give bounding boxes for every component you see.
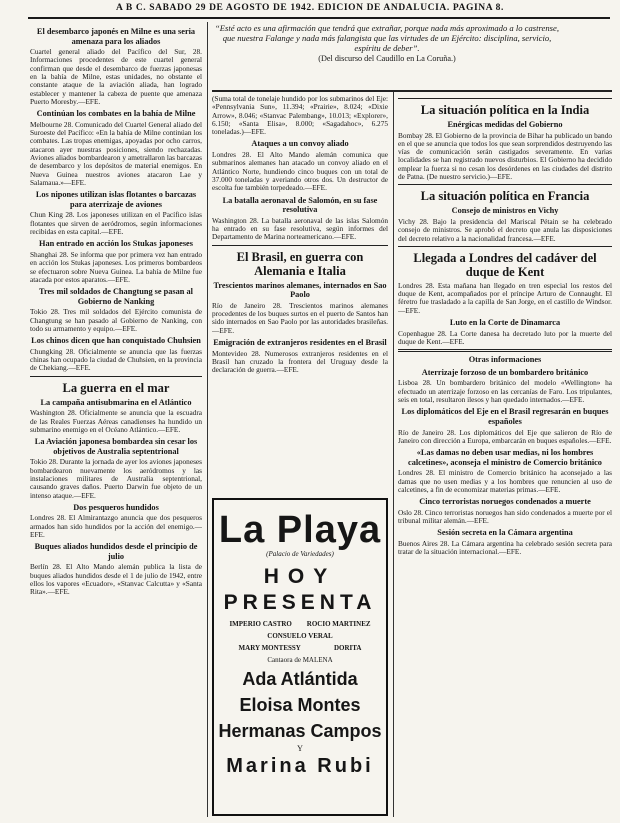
article-body: Chun King 28. Los japoneses utilizan en el Pacífico islas flotantes que sirven de aeródromos, según informaciones recibidas en esta capital.—EFE. [30,210,202,237]
article-headline: La situación política en Francia [420,189,590,204]
article-headline: El desembarco japonés en Milne es una seria amenaza para los aliados [36,27,196,46]
cast-name: DORITA [333,644,362,652]
article-body: (Suma total de tonelaje hundido por los submarinos del Eje: «Pennsylvania Sun», 11.394; «Prairie», 8.024; «Dixie Arrow», 8.046; «Stanvac Palembang», 10.013; «Explorer», 6.150; «Santa Elisa», 8.000; «Sagadahoc», 6.275 toneladas.)—EFE. [212,95,388,137]
article-body: Buenos Aires 28. La Cámara argentina ha celebrado sesión secreta para tratar de la situación internacional.—EFE. [398,538,612,557]
article-body: Lisboa 28. Un bombardero británico del modelo «Wellington» ha efectuado un aterrizaje forzoso en las cercanías de Faro. Los tripulantes, seis en total, resultaron ilesos y han quedado internados.—EFE. [398,378,612,405]
article-body: Tokio 28. Durante la jornada de ayer los aviones japoneses bombardearon nuevamente los aeródromos y las instalaciones militares de Australia septentrional, causando graves daños. Puerto Darwin fue objeto de un intenso ataque.—EFE. [30,457,202,500]
article-body: Shanghai 28. Se informa que por primera vez han entrado en acción los Stukas japoneses. Los primeros bombardeos se efectuaron sobre Nueva Guinea. La bahía de Milne fue atacada por estos aparatos.—EFE. [30,249,202,284]
article-body: Río de Janeiro 28. Los diplomáticos del Eje que salieron de Río de Janeiro con dirección a Europa, embarcarán en buques españoles.—EFE. [398,427,612,445]
la-playa-advertisement [212,498,388,816]
ad-hoy: HOY [263,565,337,588]
article-body: Río de Janeiro 28. Trescientos marinos alemanes procedentes de los buques surtos en el puerto de Santos han sido internados en Sao Paolo por las autoridades brasileñas.—EFE. [212,300,388,335]
article-headline: Llegada a Londres del cadáver del duque de Kent [413,250,597,279]
section-rule [398,184,612,185]
article-headline: Luto en la Corte de Dinamarca [449,318,561,328]
article-headline: El Brasil, en guerra con Alemania e Italia [236,249,364,278]
left-column [30,24,202,819]
article-headline: La Aviación japonesa bombardea sin cesar los objetivos de Australia septentrional [34,437,198,456]
article-headline: Los nipones utilizan islas flotantes o barcazas para aterrizaje de aviones [35,190,197,209]
quote-attribution: (Del discurso del Caudillo en La Coruña.) [318,53,456,63]
quote-rule [212,90,612,92]
article-headline: Otras informaciones [468,355,542,365]
article-headline: Cinco terroristas noruegos condenados a muerte [419,497,591,507]
section-rule [30,376,202,377]
ad-subtitle: (Palacio de Variedades) [266,550,334,558]
column-rule [207,22,208,817]
column-rule [393,92,394,817]
article-headline: La guerra en el mar [62,380,170,395]
ad-title: La Playa [218,509,382,551]
article-headline: Emigración de extranjeros residentes en el Brasil [213,338,387,348]
ad-star: Ada Atlántida [242,669,358,689]
article-body: Londres 28. El ministro de Comercio británico ha aconsejado a las damas que no usen medias y a los hombres que renuncien al uso de calcetines, a fin de economizar materias primas.—EFE. [398,468,612,494]
caudillo-quote [212,23,562,87]
ad-presenta: PRESENTA [223,591,377,614]
ad-closer: Marina Rubi [226,755,374,777]
article-headline: Enérgicas medidas del Gobierno [447,120,563,129]
article-body: Vichy 28. Bajo la presidencia del Mariscal Pétain se ha celebrado consejo de ministros. Se aprobó el decreto que anula las disposiciones del decreto relativo a la nacionalidad francesa.—EFE. [398,216,612,243]
article-body: Melbourne 28. Comunicado del Cuartel General aliado del Suroeste del Pacífico: «En la bahía de Milne continúan los combates. Las tropas enemigas, apoyadas por ocho carros, atacaron ayer nuestras posiciones, siendo rechazadas. Aviones aliados bombardearon y ametrallaron las barcazas de desembarco y los depósitos de material enemigos. En Nueva Guinea nuestros aviones atacaron Lae y Salamaua.»—EFE. [30,119,202,187]
section-rule [398,246,612,247]
right-column [398,95,612,817]
quote-text: “Esté acto es una afirmación que tendrá que extrañar, porque nada más aproximado a lo castrense, que nuestra Falange y nada más falangista que las virtudes de un Ejército: disciplina, servicio, espíritu de deber”. [215,23,559,54]
article-headline: Consejo de ministros en Vichy [451,206,559,216]
article-headline: Buques aliados hundidos desde el principio de julio [34,542,198,561]
ad-star: Hermanas Campos [218,721,382,741]
article-body: Cuartel general aliado del Pacífico del Sur, 28. Informaciones procedentes de este cuartel general confirman que desde el desembarco de fuerzas japonesas en la bahía de Milne, estas unidades, no obstante el constante ataque de la aviación aliada, han logrado establecer y mantener la cabeza de puente que amenaza Puerto Moresby.—EFE. [30,47,202,106]
middle-column [212,95,388,493]
article-headline: La situación política en la India [420,103,590,117]
running-head: A B C. SABADO 29 DE AGOSTO DE 1942. EDICION DE ANDALUCIA. PAGINA 8. [116,3,504,13]
article-headline: «Las damas no deben usar medias, ni los hombres calcetines», aconseja el ministro de Comercio británico [408,448,602,467]
article-body: Londres 28. Esta mañana han llegado en tren especial los restos del duque de Kent, acompañados por el príncipe Arturo de Connaught. El féretro fue trasladado a la capilla de San Jorge, en el castillo de Windsor.—EFE. [398,280,612,315]
section-rule [212,245,388,246]
article-body: Oslo 28. Cinco terroristas noruegos han sido condenados a muerte por el tribunal militar alemán.—EFE. [398,507,612,526]
cast-name: MARY MONTESSY [238,644,301,652]
ad-star: Eloisa Montes [239,695,361,715]
cast-name: ROCIO MARTINEZ [306,620,371,628]
article-headline: Han entrado en acción los Stukas japoneses [39,239,193,249]
cast-name: CONSUELO VERAL [267,632,333,640]
article-body: Washington 28. La batalla aeronaval de las islas Salomón ha entrado en su fase resolutiva, según informes del Departamento de Marina norteamericano.—EFE. [212,215,388,242]
article-headline: Los diplomáticos del Eje en el Brasil regresarán en buques españoles [401,407,609,426]
article-body: Washington 28. Oficialmente se anuncia que la escuadra de las Reales Fuerzas Aéreas canadienses ha hundido un submarino enemigo en el Océano Atlántico.—EFE. [30,408,202,434]
article-headline: Tres mil soldados de Changtung se pasan al Gobierno de Nanking [39,287,193,306]
article-body: Berlín 28. El Alto Mando alemán publica la lista de buques aliados hundidos desde el 1 de julio de 1942, entre ellos los vapores «Ecuador», «Stanvac Calcutta» y «Santa Rita».—EFE. [30,562,202,597]
article-headline: Sesión secreta en la Cámara argentina [437,528,573,538]
cast-name: IMPERIO CASTRO [229,620,292,628]
article-body: Londres 28. El Alto Mando alemán comunica que submarinos alemanes han atacado un convoy aliado en el Atlántico Norte, hundiendo cinco buques con un total de 37.000 toneladas y averiando otros dos. Un destructor de escolta fue también torpedeado.—EFE. [212,150,388,193]
article-body: Montevideo 28. Numerosos extranjeros residentes en el Brasil han cruzado la frontera del Uruguay desde la declaración de guerra.—EFE. [212,348,388,375]
article-headline: Trescientos marinos alemanes, internados en Sao Paolo [213,280,387,300]
article-headline: Los chinos dicen que han conquistado Chuhsien [31,336,201,346]
article-headline: La campaña antisubmarina en el Atlántico [40,397,192,407]
article-headline: Aterrizaje forzoso de un bombardero británico [421,367,589,377]
article-headline: Ataques a un convoy aliado [251,139,349,149]
ad-connector: Y [297,744,303,753]
article-headline: Dos pesqueros hundidos [73,502,159,512]
article-body: Bombay 28. El Gobierno de la provincia de Bihar ha publicado un bando en el que se anuncia que todos los que sean sorprendidos destruyendo las vías de comunicación serán castigados severamente. En varias localidades se han registrado nuevos disturbios. El Gobierno ha decidido emplear la fuerza si no cesan los desórdenes en las ciudades del distrito de Patna. (De nuestro servicio.)—EFE. [398,130,612,182]
article-headline: La batalla aeronaval de Salomón, en su fase resolutiva [222,195,378,215]
article-headline: Continúan los combates en la bahía de Milne [36,109,196,119]
ad-cast [214,618,386,666]
section-rule [398,349,612,352]
top-rule [28,17,610,19]
article-body: Chungking 28. Oficialmente se anuncia que las fuerzas chinas han ocupado la ciudad de Chuhsien, en la provincia de Chekiang.—EFE. [30,346,202,373]
article-body: Tokio 28. Tres mil soldados del Ejército comunista de Changtung se han pasado al Gobierno de Nanking, con todo su armamento y equipo.—EFE. [30,307,202,333]
article-body: Copenhague 28. La Corte danesa ha decretado luto por la muerte del duque de Kent.—EFE. [398,328,612,346]
cast-note: Cantaora de MALENA [267,656,333,664]
article-body: Londres 28. El Almirantazgo anuncia que dos pesqueros armados han sido hundidos por la acción del enemigo.—EFE. [30,513,202,539]
section-rule [398,98,612,99]
